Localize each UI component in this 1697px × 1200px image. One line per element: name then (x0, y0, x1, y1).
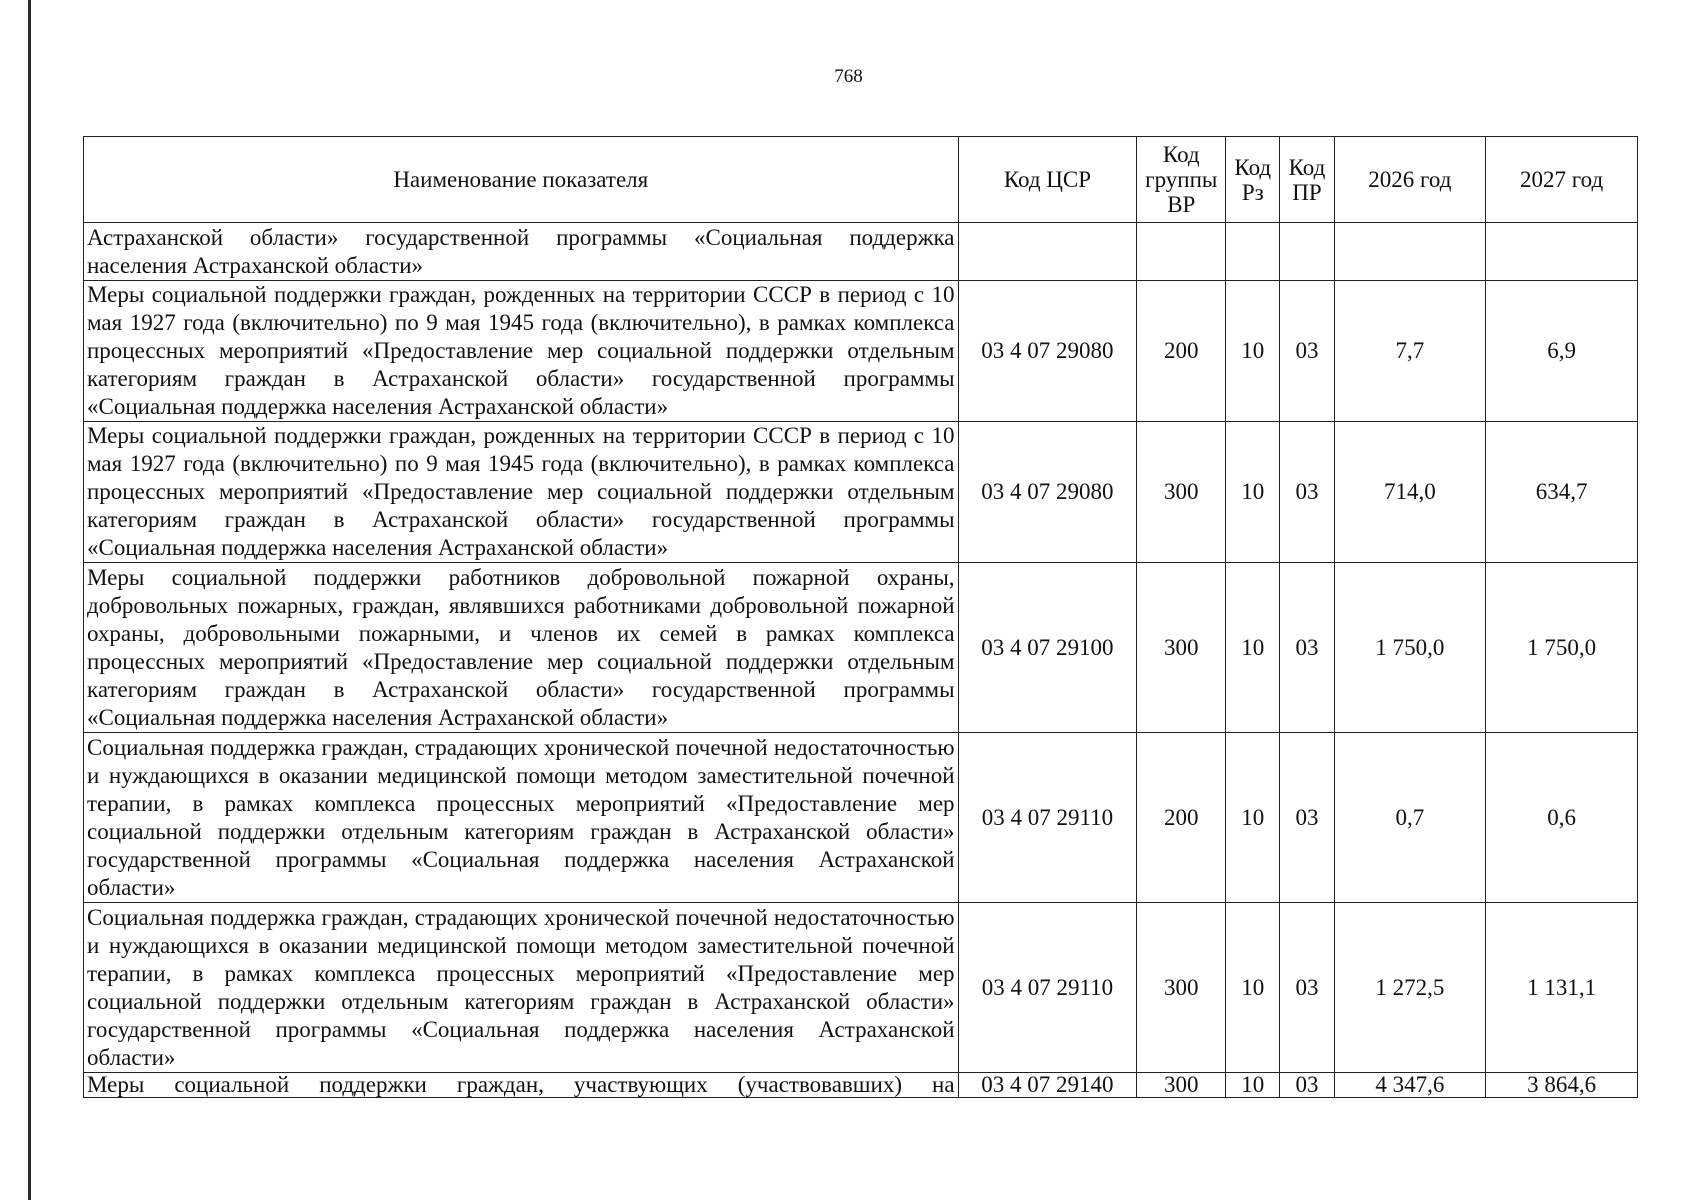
csr-code (958, 223, 1137, 281)
vr-code: 300 (1137, 903, 1226, 1073)
table-row (84, 563, 1638, 733)
table-row (84, 903, 1638, 1073)
value-2026: 4 347,6 (1334, 1073, 1486, 1098)
rz-code: 10 (1226, 563, 1280, 733)
vr-code: 300 (1137, 563, 1226, 733)
indicator-name: Социальная поддержка граждан, страдающих хронической почечной недостаточностью и нуждающихся в оказании медицинской помощи методом заместительной почечной терапии, в рамках комплекса процессных мероприятий «Предоставление мер социальной поддержки отдельным категориям граждан в Астраханской области» государственной программы «Социальная поддержка населения Астраханской области» (84, 903, 959, 1073)
value-2027: 3 864,6 (1486, 1073, 1638, 1098)
value-2026: 714,0 (1334, 422, 1486, 563)
header-csr-code: Код ЦСР (958, 137, 1137, 223)
vr-code: 200 (1137, 281, 1226, 422)
indicator-name: Социальная поддержка граждан, страдающих хронической почечной недостаточностью и нуждающихся в оказании медицинской помощи методом заместительной почечной терапии, в рамках комплекса процессных мероприятий «Предоставление мер социальной поддержки отдельным категориям граждан в Астраханской области» государственной программы «Социальная поддержка населения Астраханской области» (84, 733, 959, 903)
value-2026: 1 750,0 (1334, 563, 1486, 733)
csr-code: 03 4 07 29110 (958, 733, 1137, 903)
pr-code: 03 (1280, 281, 1334, 422)
csr-code: 03 4 07 29100 (958, 563, 1137, 733)
table-row (84, 223, 1638, 281)
indicator-name: Меры социальной поддержки граждан, участвующих (участвовавших) на (84, 1073, 959, 1098)
left-margin-rule (28, 0, 31, 1200)
indicator-name: Меры социальной поддержки граждан, рожденных на территории СССР в период с 10 мая 1927 года (включительно) по 9 мая 1945 года (включительно), в рамках комплекса процессных мероприятий «Предоставление мер социальной поддержки отдельным категориям граждан в Астраханской области» государственной программы «Социальная поддержка населения Астраханской области» (84, 422, 959, 563)
value-2027: 1 131,1 (1486, 903, 1638, 1073)
table-header-row (84, 137, 1638, 223)
header-indicator-name: Наименование показателя (84, 137, 959, 223)
pr-code: 03 (1280, 903, 1334, 1073)
pr-code: 03 (1280, 1073, 1334, 1098)
value-2026: 7,7 (1334, 281, 1486, 422)
value-2026: 1 272,5 (1334, 903, 1486, 1073)
pr-code: 03 (1280, 422, 1334, 563)
value-2027: 634,7 (1486, 422, 1638, 563)
value-2027 (1486, 223, 1638, 281)
vr-code (1137, 223, 1226, 281)
table-row (84, 422, 1638, 563)
rz-code: 10 (1226, 903, 1280, 1073)
rz-code: 10 (1226, 733, 1280, 903)
header-year-2026: 2026 год (1334, 137, 1486, 223)
pr-code: 03 (1280, 733, 1334, 903)
table-row (84, 281, 1638, 422)
vr-code: 300 (1137, 422, 1226, 563)
header-pr-code: Код ПР (1280, 137, 1334, 223)
indicator-name: Астраханской области» государственной программы «Социальная поддержка населения Астраханской области» (84, 223, 959, 281)
rz-code (1226, 223, 1280, 281)
header-year-2027: 2027 год (1486, 137, 1638, 223)
vr-code: 200 (1137, 733, 1226, 903)
vr-code: 300 (1137, 1073, 1226, 1098)
header-vr-group-code: Код группы ВР (1137, 137, 1226, 223)
csr-code: 03 4 07 29080 (958, 422, 1137, 563)
pr-code: 03 (1280, 563, 1334, 733)
csr-code: 03 4 07 29080 (958, 281, 1137, 422)
value-2027: 0,6 (1486, 733, 1638, 903)
table-row (84, 733, 1638, 903)
table-row (84, 1073, 1638, 1098)
value-2027: 1 750,0 (1486, 563, 1638, 733)
value-2026: 0,7 (1334, 733, 1486, 903)
rz-code: 10 (1226, 1073, 1280, 1098)
value-2026 (1334, 223, 1486, 281)
budget-table (83, 136, 1638, 1098)
page-number: 768 (834, 66, 863, 87)
csr-code: 03 4 07 29110 (958, 903, 1137, 1073)
pr-code (1280, 223, 1334, 281)
rz-code: 10 (1226, 422, 1280, 563)
csr-code: 03 4 07 29140 (958, 1073, 1137, 1098)
header-rz-code: Код Рз (1226, 137, 1280, 223)
indicator-name: Меры социальной поддержки граждан, рожденных на территории СССР в период с 10 мая 1927 года (включительно) по 9 мая 1945 года (включительно), в рамках комплекса процессных мероприятий «Предоставление мер социальной поддержки отдельным категориям граждан в Астраханской области» государственной программы «Социальная поддержка населения Астраханской области» (84, 281, 959, 422)
indicator-name: Меры социальной поддержки работников добровольной пожарной охраны, добровольных пожарных, граждан, являвшихся работниками добровольной пожарной охраны, добровольными пожарными, и членов их семей в рамках комплекса процессных мероприятий «Предоставление мер социальной поддержки отдельным категориям граждан в Астраханской области» государственной программы «Социальная поддержка населения Астраханской области» (84, 563, 959, 733)
rz-code: 10 (1226, 281, 1280, 422)
value-2027: 6,9 (1486, 281, 1638, 422)
